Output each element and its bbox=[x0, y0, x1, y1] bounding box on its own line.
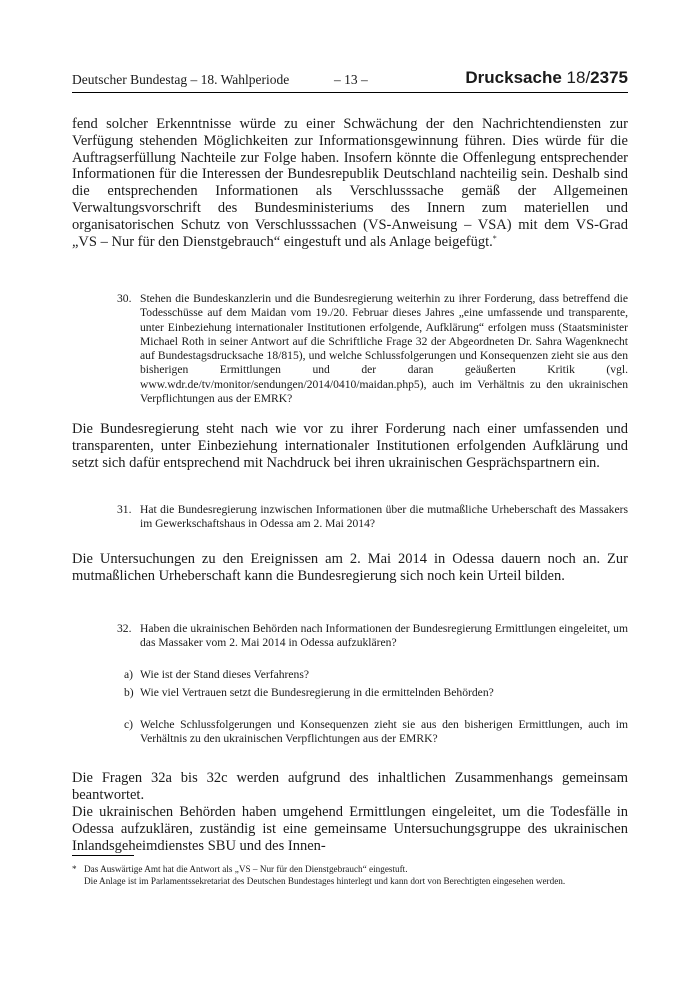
question-number: 32. bbox=[117, 622, 132, 635]
footnote-divider bbox=[72, 855, 134, 856]
footnote-mark: * bbox=[72, 864, 77, 874]
footnote-line-2: Die Anlage ist im Parlamentssekretariat des Deutschen Bundestages hinterlegt und kann dort von Berechtigten eingesehen werden. bbox=[84, 876, 566, 887]
header-page-number: – 13 – bbox=[334, 72, 368, 87]
subquestion-text: Welche Schlussfolgerungen und Konsequenzen zieht sie aus den bisherigen Ermittlungen, auch im Verhältnis zu den ukrainischen Verpflichtungen aus der EMRK? bbox=[140, 718, 628, 746]
question-30 bbox=[117, 292, 628, 406]
answer-32-intro: Die Fragen 32a bis 32c werden aufgrund des inhaltlichen Zusammenhangs gemeinsam beantwortet. bbox=[72, 770, 628, 803]
header-document-number-prefix: 18/ bbox=[566, 68, 591, 87]
question-31 bbox=[117, 503, 628, 532]
header-document-number-suffix: 2375 bbox=[590, 68, 628, 87]
intro-text: fend solcher Erkenntnisse würde zu einer Schwächung der den Nachrichtendiensten zur Verfügung stehenden Möglichkeiten zur Informationsgewinnung führen. Dies würde für die Auftragserfüllung Nachteile zur Folge haben. Insofern könnte die Offenlegung entsprechender Informationen für die Interessen der Bundesrepublik Deutschland nachteilig sein. Deshalb sind die entsprechenden Informationen als Verschlusssache gemäß der Allgemeinen Verwaltungsvorschrift des Bundesministeriums des Innern zum materiellen und organisatorischen Schutz von Verschlusssachen (VS-Anweisung – VSA) mit dem VS-Grad „VS – Nur für den Dienstgebrauch“ eingestuft und als Anlage beigefügt. bbox=[72, 116, 628, 250]
subquestion-b bbox=[124, 686, 628, 700]
footnote bbox=[72, 863, 628, 888]
subquestion-label: c) bbox=[124, 718, 134, 731]
subquestion-text: Wie ist der Stand dieses Verfahrens? bbox=[140, 668, 309, 681]
question-number: 30. bbox=[117, 292, 132, 305]
answer-31: Die Untersuchungen zu den Ereignissen am 2. Mai 2014 in Odessa dauern noch an. Zur mutmaßlichen Urheberschaft kann die Bundesregierung sich noch kein Urteil bilden. bbox=[72, 551, 628, 584]
subquestion-c bbox=[124, 718, 628, 747]
subquestion-text: Wie viel Vertrauen setzt die Bundesregierung in die ermittelnden Behörden? bbox=[140, 686, 494, 699]
question-number: 31. bbox=[117, 503, 132, 516]
question-32 bbox=[117, 622, 628, 651]
subquestion-label: b) bbox=[124, 686, 134, 699]
page-header bbox=[72, 70, 628, 93]
header-document-label: Drucksache bbox=[465, 68, 562, 87]
header-publication: Deutscher Bundestag – 18. Wahlperiode bbox=[72, 72, 290, 87]
answer-30: Die Bundesregierung steht nach wie vor zu ihrer Forderung nach einer umfassenden und transparenten, unter Einbeziehung internationaler Institutionen erfolgenden Aufklärung und setzt sich dafür entsprechend mit Nachdruck bei ihren ukrainischen Gesprächspartnern ein. bbox=[72, 421, 628, 471]
question-text: Hat die Bundesregierung inzwischen Informationen über die mutmaßliche Urheberschaft des Massakers im Gewerkschaftshaus in Odessa am 2. Mai 2014? bbox=[140, 503, 628, 531]
footnote-line-1: Das Auswärtige Amt hat die Antwort als „VS – Nur für den Dienstgebrauch“ eingestuft. bbox=[84, 864, 408, 874]
answer-32-body: Die ukrainischen Behörden haben umgehend Ermittlungen eingeleitet, um die Todesfälle in Odessa aufzuklären, zuständig ist eine gemeinsame Untersuchungsgruppe des ukrainischen Inlandsgeheimdienstes SBU und des Innen- bbox=[72, 804, 628, 854]
footnote-reference: * bbox=[492, 233, 497, 243]
header-document-number bbox=[465, 68, 628, 88]
intro-paragraph bbox=[72, 116, 628, 250]
question-text: Stehen die Bundeskanzlerin und die Bundesregierung weiterhin zu ihrer Forderung, dass betreffend die Todesschüsse auf dem Maidan vom 19./20. Februar dieses Jahres „eine umfassende und transparente, unter Einbeziehung internationaler Institutionen erfolgende, Aufklärung“ erfolgen muss (Staatsminister Michael Roth in seiner Antwort auf die Schriftliche Frage 32 der Abgeordneten Dr. Sahra Wagenknecht auf Bundestagsdrucksache 18/815), und welche Schlussfolgerungen und Konsequenzen zieht sie aus den bisherigen Ermittlungen und der daran geäußerten Kritik (vgl. www.wdr.de/tv/monitor/sendungen/2014/0410/maidan.php5), auch im Verhältnis zu den ukrainischen Verpflichtungen aus der EMRK? bbox=[140, 292, 628, 406]
subquestion-label: a) bbox=[124, 668, 134, 681]
subquestion-a bbox=[124, 668, 628, 682]
question-text: Haben die ukrainischen Behörden nach Informationen der Bundesregierung Ermittlungen eingeleitet, um das Massaker vom 2. Mai 2014 in Odessa aufzuklären? bbox=[140, 622, 628, 650]
